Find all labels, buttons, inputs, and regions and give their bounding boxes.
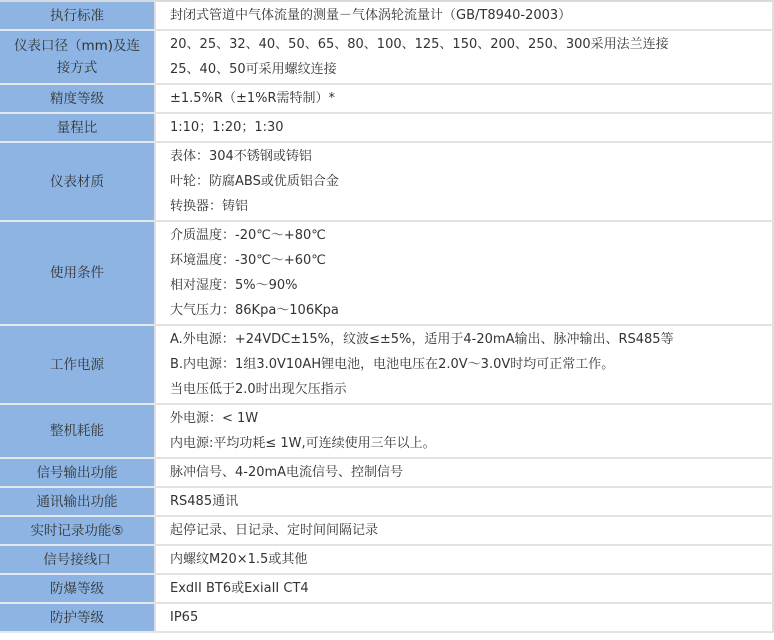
- spec-value-line: ±1.5%R（±1%R需特制）*: [170, 91, 336, 106]
- spec-row: [0, 603, 773, 632]
- spec-value-line: 叶轮：防腐ABS或优质铝合金: [170, 174, 339, 189]
- spec-value-line: 起停记录、日记录、定时间间隔记录: [170, 523, 379, 538]
- spec-row: [0, 142, 773, 221]
- spec-value-line: 内电源:平均功耗≤ 1W,可连续使用三年以上。: [170, 436, 436, 451]
- spec-label: 通讯输出功能: [0, 487, 155, 516]
- spec-value-line: 大气压力：86Kpa～106Kpa: [170, 303, 339, 318]
- spec-value: [155, 142, 773, 221]
- spec-row: [0, 113, 773, 142]
- spec-row: [0, 325, 773, 404]
- spec-value: [155, 574, 773, 603]
- spec-row: [0, 487, 773, 516]
- spec-value: [155, 30, 773, 84]
- spec-value-line: 环境温度：-30℃～+60℃: [170, 253, 326, 268]
- spec-row: [0, 1, 773, 30]
- spec-label: 信号接线口: [0, 545, 155, 574]
- spec-label: 工作电源: [0, 325, 155, 404]
- spec-value-line: 1:10；1:20；1:30: [170, 120, 284, 135]
- spec-row: [0, 458, 773, 487]
- spec-value: [155, 458, 773, 487]
- spec-row: [0, 30, 773, 84]
- spec-value-line: 转换器：铸铝: [170, 199, 249, 214]
- spec-value-line: 介质温度：-20℃～+80℃: [170, 228, 326, 243]
- spec-value-line: A.外电源：+24VDC±15%，纹波≤±5%，适用于4-20mA输出、脉冲输出、RS485等: [170, 332, 674, 347]
- spec-value-line: 表体：304不锈钢或铸铝: [170, 149, 312, 164]
- spec-value-line: IP65: [170, 610, 199, 625]
- spec-label: 防护等级: [0, 603, 155, 632]
- spec-label: 仪表口径（mm)及连接方式: [0, 30, 155, 84]
- spec-value-line: 封闭式管道中气体流量的测量－气体涡轮流量计（GB/T8940-2003）: [170, 8, 572, 23]
- spec-value: [155, 516, 773, 545]
- spec-value: [155, 221, 773, 325]
- spec-value-line: 内螺纹M20×1.5或其他: [170, 552, 308, 567]
- spec-label: 防爆等级: [0, 574, 155, 603]
- spec-label: 使用条件: [0, 221, 155, 325]
- spec-value-line: 20、25、32、40、50、65、80、100、125、150、200、250、300采用法兰连接: [170, 37, 669, 52]
- spec-value-line: 外电源：< 1W: [170, 411, 259, 426]
- spec-value: [155, 113, 773, 142]
- spec-row: [0, 221, 773, 325]
- spec-value: [155, 487, 773, 516]
- spec-value-line: ExdII BT6或ExiaII CT4: [170, 581, 309, 596]
- spec-row: [0, 84, 773, 113]
- spec-value: [155, 84, 773, 113]
- spec-label: 整机耗能: [0, 404, 155, 458]
- spec-value-line: 25、40、50可采用螺纹连接: [170, 62, 337, 77]
- spec-value-line: 脉冲信号、4-20mA电流信号、控制信号: [170, 465, 404, 480]
- spec-value-line: 相对湿度：5%～90%: [170, 278, 298, 293]
- spec-value-line: B.内电源：1组3.0V10AH锂电池，电池电压在2.0V～3.0V时均可正常工作。: [170, 357, 615, 372]
- spec-value: [155, 603, 773, 632]
- spec-label: 量程比: [0, 113, 155, 142]
- spec-label: 执行标准: [0, 1, 155, 30]
- spec-row: [0, 516, 773, 545]
- spec-label: 仪表材质: [0, 142, 155, 221]
- spec-row: [0, 404, 773, 458]
- spec-value: [155, 1, 773, 30]
- spec-row: [0, 574, 773, 603]
- spec-table-body: [0, 1, 773, 632]
- spec-value: [155, 404, 773, 458]
- spec-value: [155, 325, 773, 404]
- spec-value: [155, 545, 773, 574]
- spec-label: 信号输出功能: [0, 458, 155, 487]
- spec-value-line: RS485通讯: [170, 494, 239, 509]
- spec-row: [0, 545, 773, 574]
- spec-label: 实时记录功能⑤: [0, 516, 155, 545]
- spec-value-line: 当电压低于2.0时出现欠压指示: [170, 382, 347, 397]
- spec-label: 精度等级: [0, 84, 155, 113]
